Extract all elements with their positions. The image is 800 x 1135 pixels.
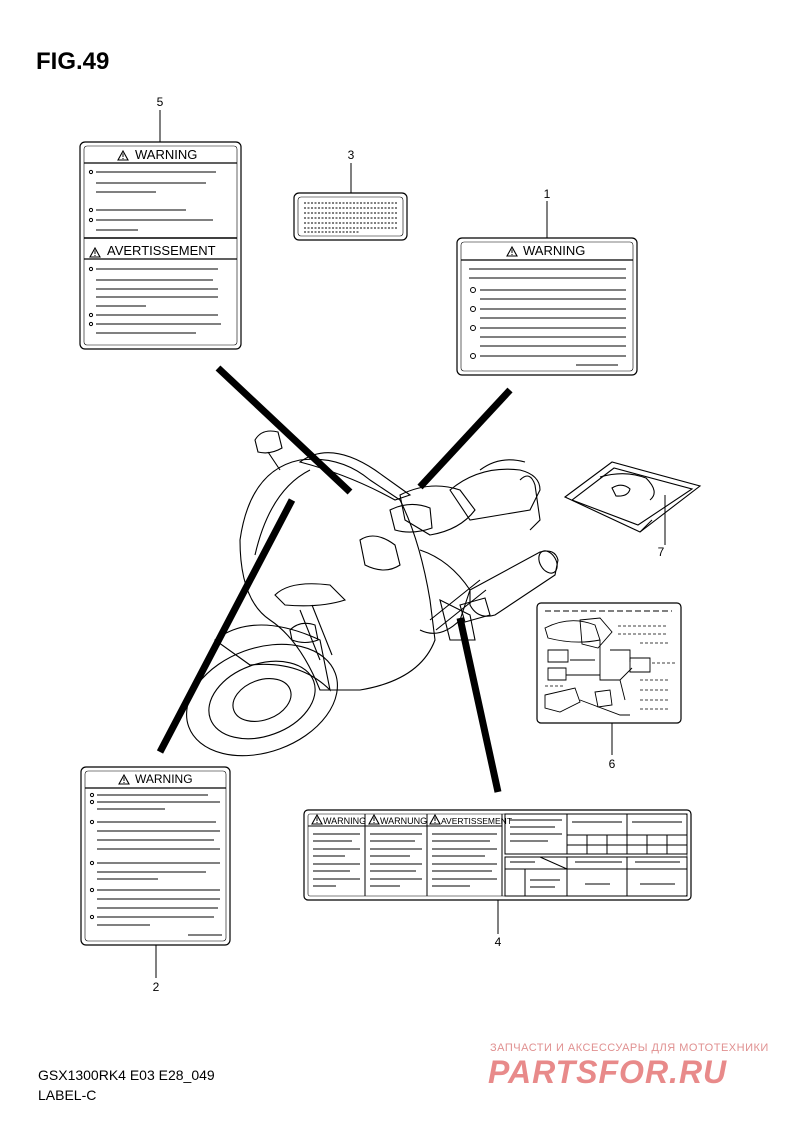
callout-3: 3 bbox=[347, 148, 355, 162]
label-5-heading-fr: AVERTISSEMENT bbox=[107, 243, 216, 258]
watermark-tagline: ЗАПЧАСТИ И АКСЕССУАРЫ ДЛЯ МОТОТЕХНИКИ bbox=[490, 1042, 769, 1054]
figure-title: FIG.49 bbox=[36, 48, 110, 75]
label-4-col1-heading: WARNING bbox=[323, 816, 367, 826]
warning-triangle-icon bbox=[507, 247, 517, 256]
label-1-heading: WARNING bbox=[523, 243, 586, 258]
warning-triangle-icon bbox=[312, 815, 322, 824]
motorcycle-illustration bbox=[171, 431, 561, 776]
callout-7: 7 bbox=[657, 545, 665, 559]
pointer-lines bbox=[160, 368, 510, 792]
label-6-wiring-diagram bbox=[537, 603, 681, 723]
label-3-small-plate bbox=[294, 193, 407, 240]
warning-triangle-icon bbox=[430, 815, 440, 824]
label-4-combined-plate bbox=[304, 810, 691, 900]
callout-6: 6 bbox=[608, 757, 616, 771]
label-4-col2-heading: WARNUNG bbox=[380, 816, 428, 826]
label-4-col3-heading: AVERTISSEMENT bbox=[441, 816, 513, 826]
label-5-warning-bilingual bbox=[80, 142, 241, 349]
label-5-heading: WARNING bbox=[135, 147, 198, 162]
label-2-heading: WARNING bbox=[135, 772, 193, 786]
model-code: GSX1300RK4 E03 E28_049 bbox=[38, 1067, 215, 1083]
callout-leaders bbox=[156, 110, 665, 978]
callout-5: 5 bbox=[156, 95, 164, 109]
callout-1: 1 bbox=[543, 187, 551, 201]
watermark-logo: PARTSFOR.RU bbox=[488, 1054, 728, 1090]
label-7-document-pouch bbox=[565, 462, 700, 532]
label-1-warning bbox=[457, 238, 637, 375]
callout-2: 2 bbox=[152, 980, 160, 994]
label-2-warning bbox=[81, 767, 230, 945]
warning-triangle-icon bbox=[90, 248, 100, 257]
warning-triangle-icon bbox=[369, 815, 379, 824]
warning-triangle-icon bbox=[118, 151, 128, 160]
section-name: LABEL-C bbox=[38, 1087, 97, 1103]
callout-4: 4 bbox=[494, 935, 502, 949]
warning-triangle-icon bbox=[119, 775, 129, 784]
